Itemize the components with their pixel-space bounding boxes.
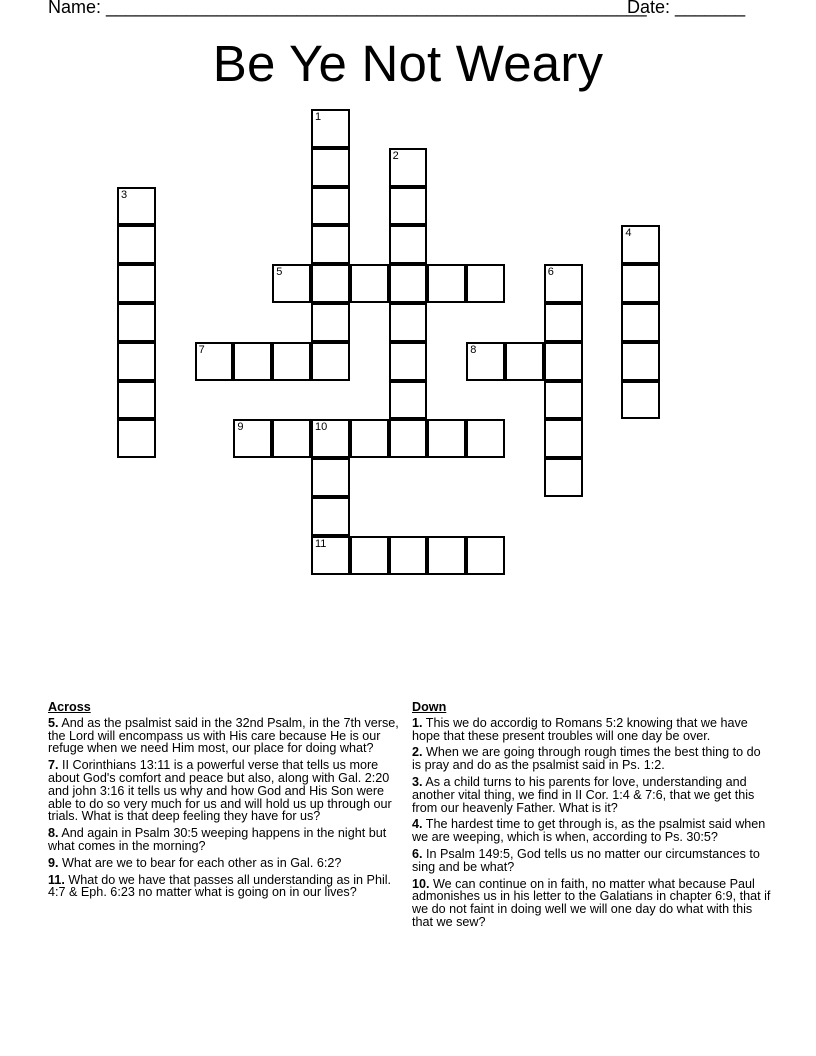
grid-cell[interactable] — [621, 264, 660, 303]
grid-cell[interactable] — [389, 264, 428, 303]
grid-cell[interactable] — [466, 419, 505, 458]
grid-cell[interactable] — [466, 342, 505, 381]
cell-number: 8 — [470, 343, 477, 356]
grid-cell[interactable] — [427, 419, 466, 458]
grid-cell[interactable] — [311, 264, 350, 303]
grid-cell[interactable] — [389, 536, 428, 575]
grid-cell[interactable] — [544, 458, 583, 497]
grid-cell[interactable] — [311, 109, 350, 148]
grid-cell[interactable] — [621, 381, 660, 420]
grid-cell[interactable] — [389, 303, 428, 342]
clue-number: 6. — [412, 846, 423, 861]
grid-cell[interactable] — [544, 419, 583, 458]
cell-number: 10 — [315, 421, 328, 434]
grid-cell[interactable] — [117, 381, 156, 420]
clue-number: 9. — [48, 855, 59, 870]
clue-number: 10. — [412, 876, 430, 891]
clue-text: In Psalm 149:5, God tells us no matter our circumstances to sing and be what? — [412, 846, 760, 874]
grid-cell[interactable] — [350, 536, 389, 575]
grid-cell[interactable] — [117, 303, 156, 342]
grid-cell[interactable] — [233, 419, 272, 458]
grid-cell[interactable] — [350, 264, 389, 303]
across-clue-9 — [48, 857, 408, 870]
clue-text: This we do accordig to Romans 5:2 knowing that we have hope that these present troubles will one day be over. — [412, 715, 748, 743]
clue-text: As a child turns to his parents for love, understanding and another vital thing, we find in II Cor. 1:4 & 7:6, that we get this from our heavenly Father. What is it? — [412, 774, 755, 815]
grid-cell[interactable] — [272, 342, 311, 381]
grid-cell[interactable] — [544, 264, 583, 303]
clue-number: 4. — [412, 817, 423, 832]
grid-cell[interactable] — [389, 148, 428, 187]
cell-number: 4 — [625, 227, 632, 240]
grid-cell[interactable] — [311, 303, 350, 342]
cell-number: 11 — [315, 537, 327, 550]
page-title: Be Ye Not Weary — [212, 35, 604, 92]
grid-cell[interactable] — [389, 342, 428, 381]
grid-cell[interactable] — [311, 419, 350, 458]
down-clue-10 — [412, 878, 772, 929]
clue-number: 5. — [48, 715, 59, 730]
across-clues — [48, 701, 408, 903]
grid-cell[interactable] — [621, 342, 660, 381]
grid-cell[interactable] — [389, 225, 428, 264]
clue-text: And again in Psalm 30:5 weeping happens in the night but what comes in the morning? — [48, 826, 387, 853]
grid-cell[interactable] — [544, 303, 583, 342]
clue-number: 2. — [412, 745, 423, 760]
across-clue-5 — [48, 717, 408, 755]
grid-cell[interactable] — [350, 419, 389, 458]
down-clue-2 — [412, 746, 772, 772]
down-clue-1 — [412, 717, 772, 743]
grid-cell[interactable] — [117, 225, 156, 264]
grid-cell[interactable] — [311, 536, 350, 575]
grid-cell[interactable] — [427, 536, 466, 575]
grid-cell[interactable] — [272, 264, 311, 303]
grid-cell[interactable] — [544, 381, 583, 420]
across-heading: Across — [48, 700, 91, 714]
cell-number: 1 — [315, 111, 322, 123]
down-clue-6 — [412, 848, 772, 874]
grid-cell[interactable] — [466, 536, 505, 575]
grid-cell[interactable] — [272, 419, 311, 458]
cell-number: 7 — [198, 343, 205, 356]
cell-number: 6 — [547, 266, 554, 279]
grid-cell[interactable] — [389, 187, 428, 226]
grid-cell[interactable] — [311, 497, 350, 536]
grid-cell[interactable] — [544, 342, 583, 381]
clue-text: The hardest time to get through is, as the psalmist said when we are weeping, which is when, according to Ps. 30:5? — [412, 817, 766, 845]
grid-cell[interactable] — [195, 342, 234, 381]
grid-cell[interactable] — [621, 225, 660, 264]
grid-cell[interactable] — [389, 381, 428, 420]
across-clue-7 — [48, 759, 408, 823]
grid-cell[interactable] — [311, 148, 350, 187]
grid-cell[interactable] — [389, 419, 428, 458]
cell-number: 9 — [237, 421, 244, 434]
grid-cell[interactable] — [117, 342, 156, 381]
grid-cell[interactable] — [311, 225, 350, 264]
cell-number: 5 — [276, 266, 283, 279]
clue-text: What do we have that passes all understanding as in Phil. 4:7 & Eph. 6:23 no matter what is going on in our lives? — [48, 872, 392, 900]
grid-cell[interactable] — [621, 303, 660, 342]
grid-cell[interactable] — [233, 342, 272, 381]
grid-cell[interactable] — [427, 264, 466, 303]
clue-text: And as the psalmist said in the 32nd Psalm, in the 7th verse, the Lord will encompass us with His care because He is our refuge when we need Him most, our place for doing what? — [48, 715, 399, 756]
cell-number: 3 — [121, 188, 128, 201]
grid-cell[interactable] — [117, 187, 156, 226]
grid-cell[interactable] — [311, 187, 350, 226]
cell-number: 2 — [392, 149, 399, 162]
grid-cell[interactable] — [311, 342, 350, 381]
down-clues — [412, 701, 772, 933]
clue-text: When we are going through rough times the best thing to do is pray and do as the psalmist said in Ps. 1:2. — [412, 745, 761, 773]
across-clue-11 — [48, 874, 408, 900]
grid-cell[interactable] — [505, 342, 544, 381]
down-clue-3 — [412, 776, 772, 814]
date-field-line: Date: _______ — [627, 0, 746, 17]
grid-cell[interactable] — [466, 264, 505, 303]
down-heading: Down — [412, 700, 447, 714]
across-clue-8 — [48, 827, 408, 853]
grid-cell[interactable] — [117, 419, 156, 458]
clue-number: 11. — [48, 872, 65, 887]
grid-cell[interactable] — [311, 458, 350, 497]
name-field-line: Name: ______________________________________________________ — [48, 0, 647, 17]
clue-text: What are we to bear for each other as in Gal. 6:2? — [62, 855, 342, 870]
clue-number: 8. — [48, 826, 59, 841]
clue-number: 1. — [412, 715, 423, 730]
grid-cell[interactable] — [117, 264, 156, 303]
clue-number: 3. — [412, 774, 423, 789]
clue-text: We can continue on in faith, no matter what because Paul admonishes us in his letter to the Galatians in chapter 6:9, that if we do not faint in doing well we will one day do what with this that we sew? — [412, 876, 771, 929]
clue-text: II Corinthians 13:11 is a powerful verse that tells us more about God's comfort and peace but also, along with Gal. 2:20 and john 3:16 it tells us why and how God and His Son were able to do so very much for us and will hold us up through our trials. What is that deep feeling they have for us? — [48, 758, 392, 824]
clue-number: 7. — [48, 758, 59, 773]
down-clue-4 — [412, 818, 772, 844]
